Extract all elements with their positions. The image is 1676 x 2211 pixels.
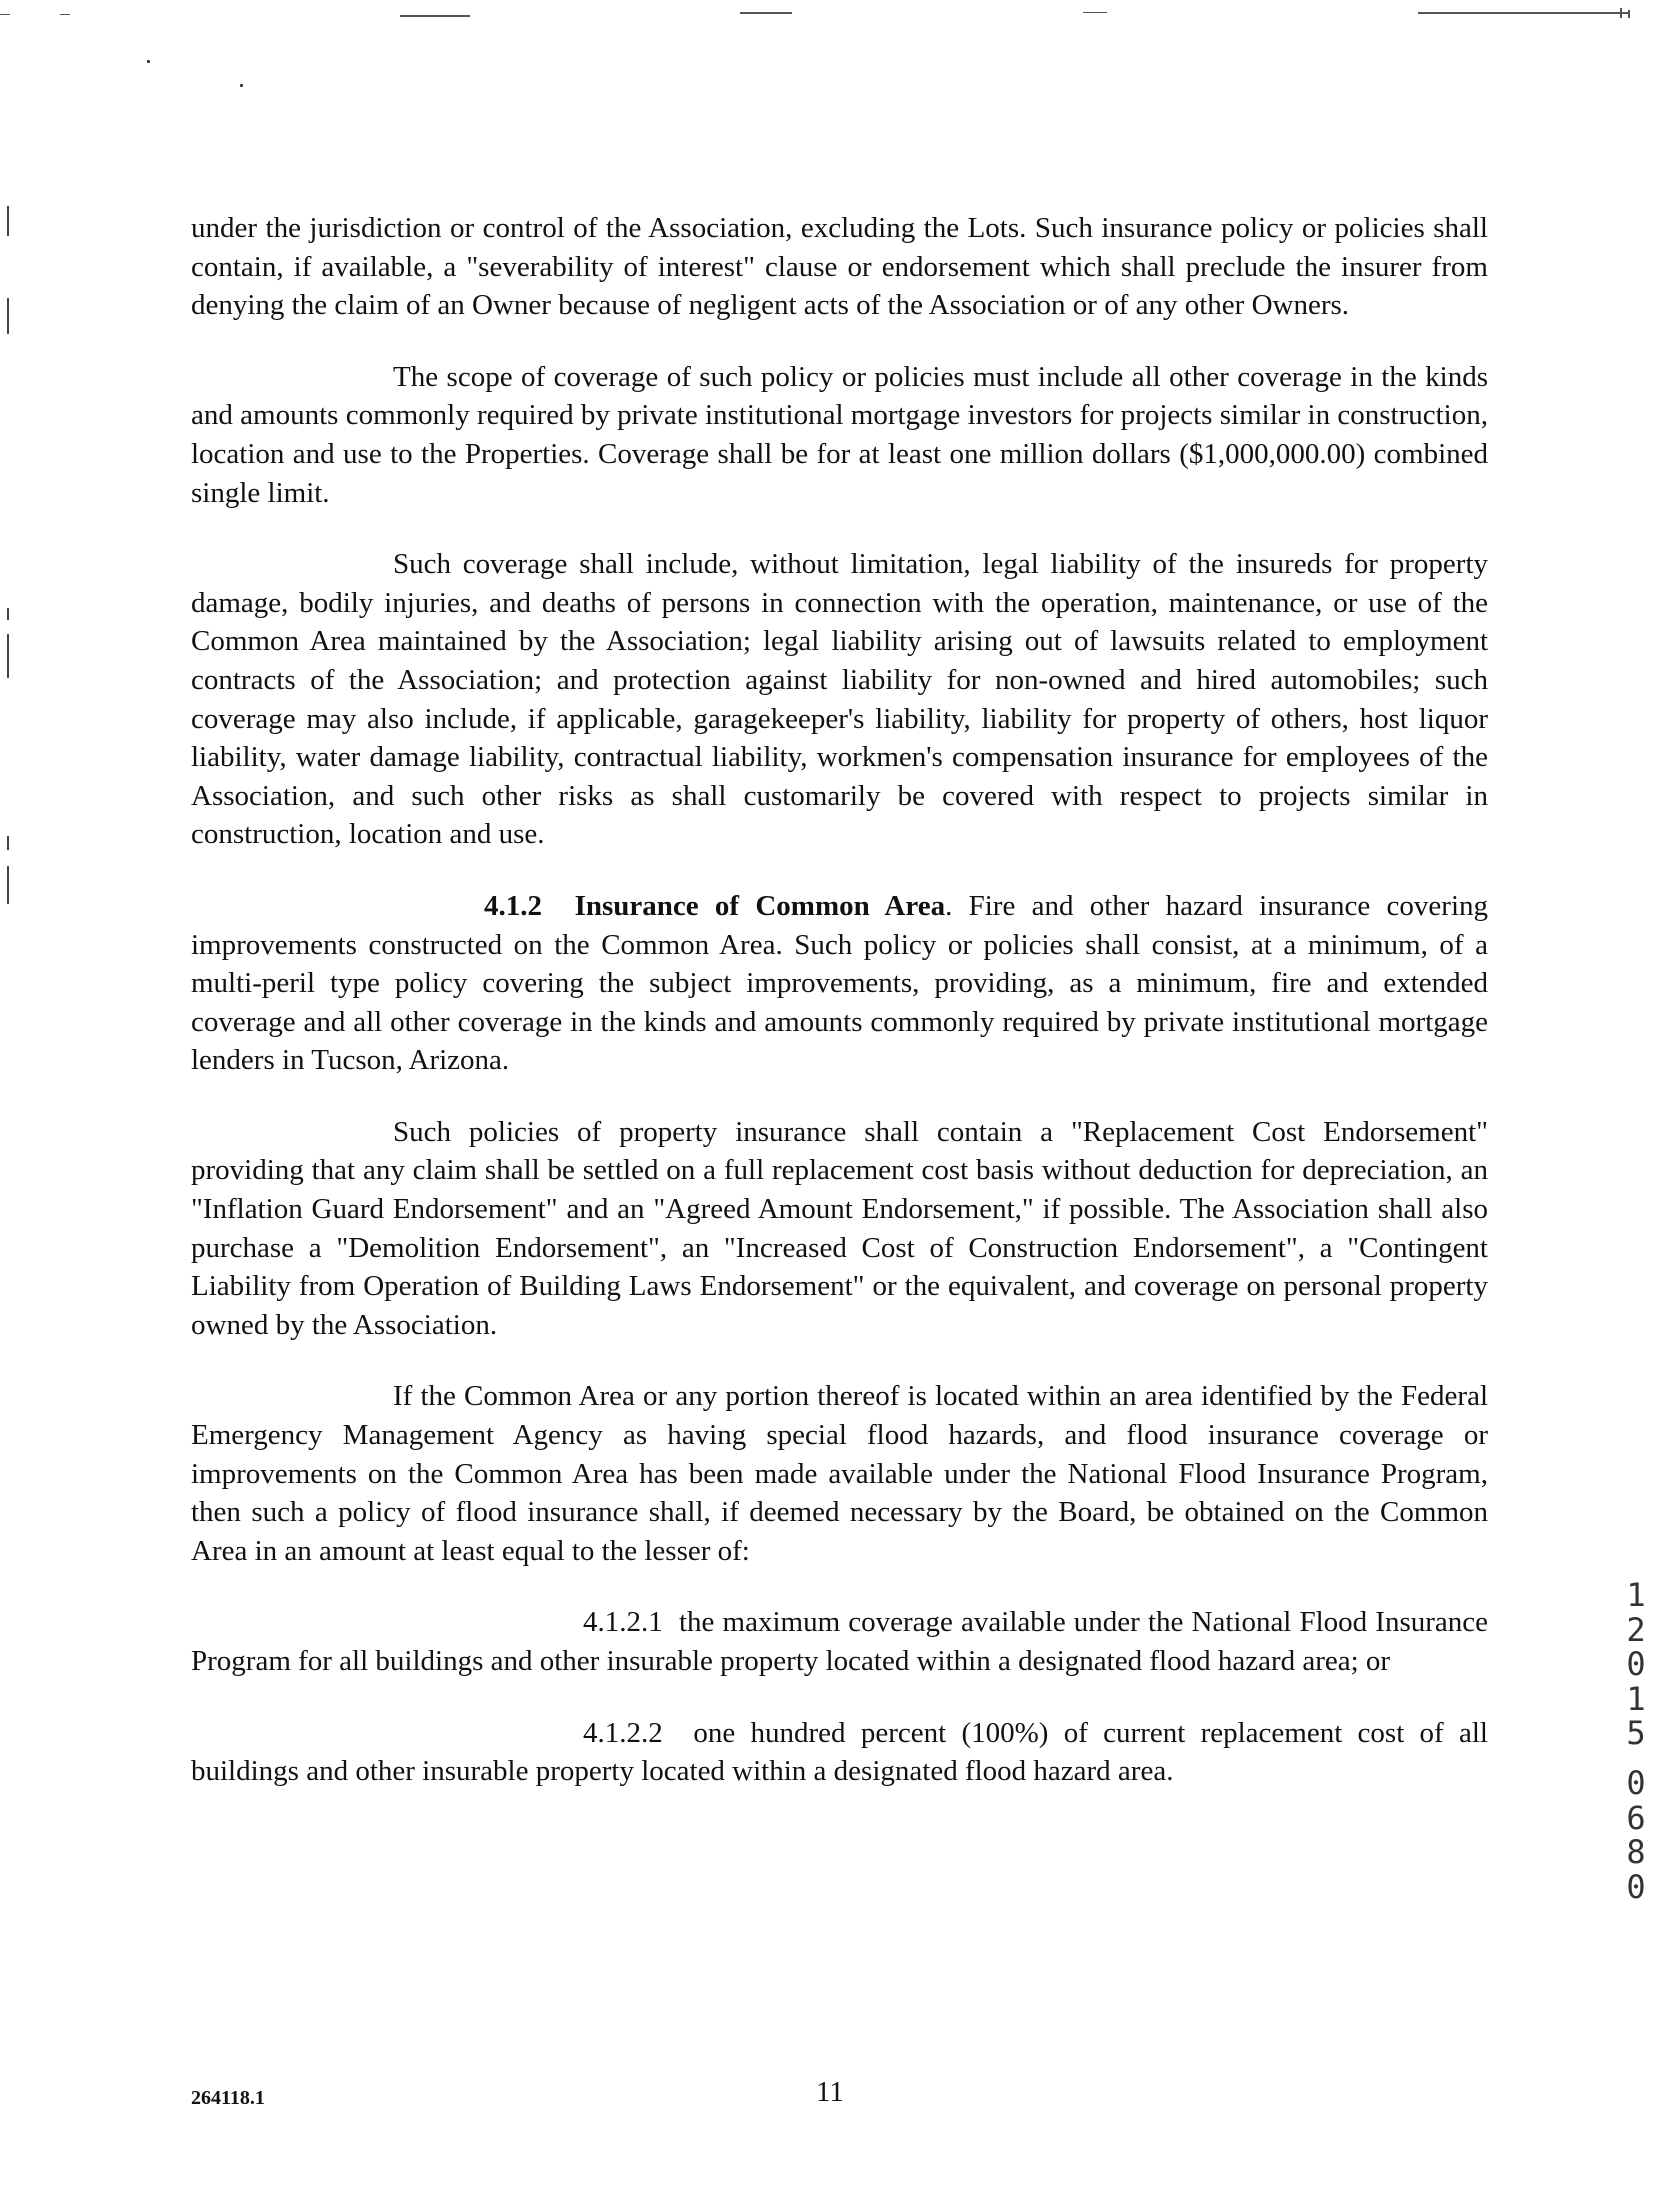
scan-mark [1083, 12, 1107, 13]
subsection-text: the maximum coverage available under the National Flood Insurance Program for all buildings and other insurable property located within a designated flood hazard area; or [191, 1606, 1489, 1677]
paragraph: If the Common Area or any portion thereof is located within an area identified by the Federal Emergency Management Agency as having special flood hazards, and flood insurance coverage or improvements on the Common Area has been made available under the National Flood Insurance Program, then such a policy of flood insurance shall, if deemed necessary by the Board, be obtained on the Common Area in an amount at least equal to the lesser of: [191, 1380, 1488, 1567]
margin-tick [7, 206, 9, 236]
recording-digit: 0 [1626, 1867, 1646, 1906]
scan-mark [1628, 10, 1630, 18]
subsection-number: 4.1.2.2 [583, 1716, 663, 1749]
margin-tick [7, 866, 9, 904]
scan-mark [1418, 12, 1628, 14]
scan-mark [740, 12, 792, 14]
document-body [191, 209, 1488, 1791]
scan-mark [400, 15, 470, 17]
section-4-1-2 [191, 887, 1488, 1080]
section-body: . Fire and other hazard insurance covering improvements constructed on the Common Area. Such policy or policies shall consist, at a minimum, of a multi-peril type policy covering the subject improvements, providing, as a minimum, fire and extended coverage and all other coverage in the kinds and amounts commonly required by private institutional mortgage lenders in Tucson, Arizona. [191, 889, 1488, 1077]
scan-dot [147, 60, 150, 63]
recording-digit: 2 [1626, 1610, 1646, 1649]
scan-dot [240, 84, 243, 87]
margin-tick [7, 608, 9, 620]
margin-tick [7, 298, 9, 334]
scan-mark [0, 14, 10, 15]
recording-digit: 6 [1626, 1798, 1646, 1837]
margin-tick [7, 634, 9, 678]
section-title: Insurance of Common Area [574, 889, 946, 922]
recording-digit: 0 [1626, 1645, 1646, 1683]
scan-mark [1620, 8, 1622, 18]
section-number: 4.1.2 [484, 889, 542, 922]
subsection-number: 4.1.2.1 [583, 1606, 663, 1639]
recording-digit: 8 [1626, 1833, 1646, 1871]
paragraph: Such policies of property insurance shall contain a "Replacement Cost Endorsement" providing that any claim shall be settled on a full replacement cost basis without deduction for depreciation, an "Inflation Guard Endorsement" and an "Agreed Amount Endorsement," if possible. The Association shall also purchase a "Demolition Endorsement", an "Increased Cost of Construction Endorsement", a "Contingent Liability from Operation of Building Laws Endorsement" or the equivalent, and coverage on personal property owned by the Association. [191, 1115, 1488, 1341]
recording-digit: 1 [1626, 1679, 1646, 1718]
subsection-text: one hundred percent (100%) of current replacement cost of all buildings and other insurable property located within a designated flood hazard area. [191, 1716, 1488, 1788]
margin-tick [7, 836, 9, 850]
paragraph: The scope of coverage of such policy or policies must include all other coverage in the kinds and amounts commonly required by private institutional mortgage investors for projects similar in construction, location and use to the Properties. Coverage shall be for at least one million dollars ($1,000,000.00) combined single limit. [191, 360, 1488, 509]
page-number: 11 [816, 2076, 844, 2108]
subsection-4-1-2-2 [191, 1714, 1488, 1791]
subsection-4-1-2-1 [191, 1603, 1488, 1680]
scan-mark [60, 14, 70, 15]
recording-digit: 1 [1626, 1576, 1646, 1614]
recording-number [1618, 1578, 1654, 1904]
recording-digit: 5 [1626, 1714, 1646, 1752]
recording-digit: 0 [1626, 1764, 1646, 1802]
paragraph: under the jurisdiction or control of the Association, excluding the Lots. Such insurance policy or policies shall contain, if available, a "severability of interest" clause or endorsement which shall preclude the insurer from denying the claim of an Owner because of negligent acts of the Association or of any other Owners. [191, 212, 1488, 322]
paragraph: Such coverage shall include, without limitation, legal liability of the insureds for property damage, bodily injuries, and deaths of persons in connection with the operation, maintenance, or use of the Common Area maintained by the Association; legal liability arising out of lawsuits related to employment contracts of the Association; and protection against liability for non-owned and hired automobiles; such coverage may also include, if applicable, garagekeeper's liability, liability for property of others, host liquor liability, water damage liability, contractual liability, workmen's compensation insurance for employees of the Association, and such other risks as shall customarily be covered with respect to projects similar in construction, location and use. [191, 548, 1488, 851]
document-id: 264118.1 [191, 2087, 265, 2109]
